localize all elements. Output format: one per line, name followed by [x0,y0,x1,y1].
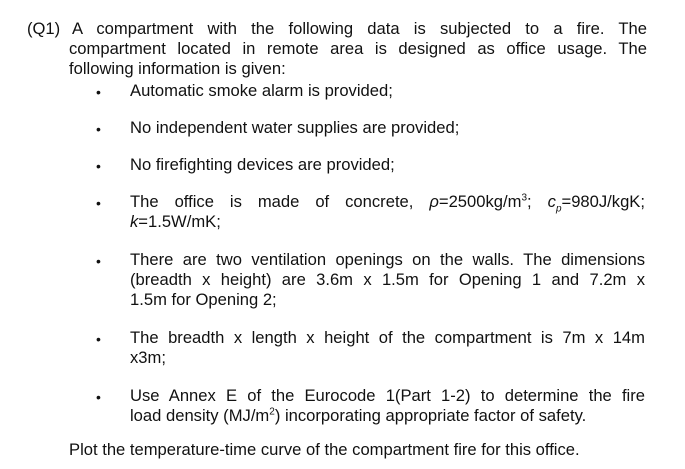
list-item-water-supplies [130,118,645,138]
question-line-1-text: A compartment with the following data is subjected to a fire. The [72,19,647,38]
question-intro-line-2: compartment located in remote area is designed as office usage. The [69,39,647,58]
list-item-annex [130,386,645,426]
rho-value: =2500kg/m [438,192,522,211]
cp-symbol: c [547,192,556,211]
k-value: =1.5W/mK; [138,212,221,231]
bullet-icon: • [96,331,101,347]
question-intro [27,19,647,79]
rho-exponent: 3 [521,192,528,204]
dimensions-line-1: The breadth x length x height of the compartment is 7m x 14m [130,328,645,347]
rho-group [429,192,531,211]
openings-line-2: (breadth x height) are 3.6m x 1.5m for Opening 1 and 7.2m x [130,270,645,289]
openings-line-1: There are two ventilation openings on the walls. The dimensions [130,250,645,269]
firefighting-text: No firefighting devices are provided; [130,155,395,174]
annex-line-2 [130,406,645,426]
question-number: (Q1) [27,19,61,38]
bullet-icon: • [96,158,101,174]
rho-symbol: ρ [429,192,439,211]
list-item-dimensions [130,328,645,368]
material-intro: The office is made of concrete, [130,192,414,211]
list-item-smoke-alarm [130,81,645,101]
cp-group [547,192,645,215]
k-symbol: k [130,212,139,231]
rho-separator: ; [527,192,532,211]
smoke-alarm-text: Automatic smoke alarm is provided; [130,81,393,100]
material-line-2 [130,212,645,232]
bullet-icon: • [96,253,101,269]
cp-value: =980J/kgK; [561,192,645,211]
bullet-icon: • [96,84,101,100]
list-item-firefighting [130,155,645,175]
annex-exponent: 2 [269,406,275,418]
water-supplies-text: No independent water supplies are provided; [130,118,460,137]
question-intro-line-1 [27,19,647,39]
cp-subscript: p [555,203,562,215]
list-item-material [130,192,645,232]
material-line-1 [130,192,645,215]
closing-instruction: Plot the temperature-time curve of the compartment fire for this office. [69,440,580,459]
question-intro-line-3: following information is given: [69,59,286,78]
list-item-openings [130,250,645,310]
annex-line-1: Use Annex E of the Eurocode 1(Part 1-2) to determine the fire [130,386,645,405]
annex-line-2-post: ) incorporating appropriate factor of safety. [274,406,587,425]
annex-line-2-pre: load density (MJ/m [130,406,270,425]
openings-line-3: 1.5m for Opening 2; [130,290,277,309]
dimensions-line-2: x3m; [130,348,166,367]
bullet-icon: • [96,195,101,211]
bullet-icon: • [96,389,101,405]
bullet-icon: • [96,121,101,137]
